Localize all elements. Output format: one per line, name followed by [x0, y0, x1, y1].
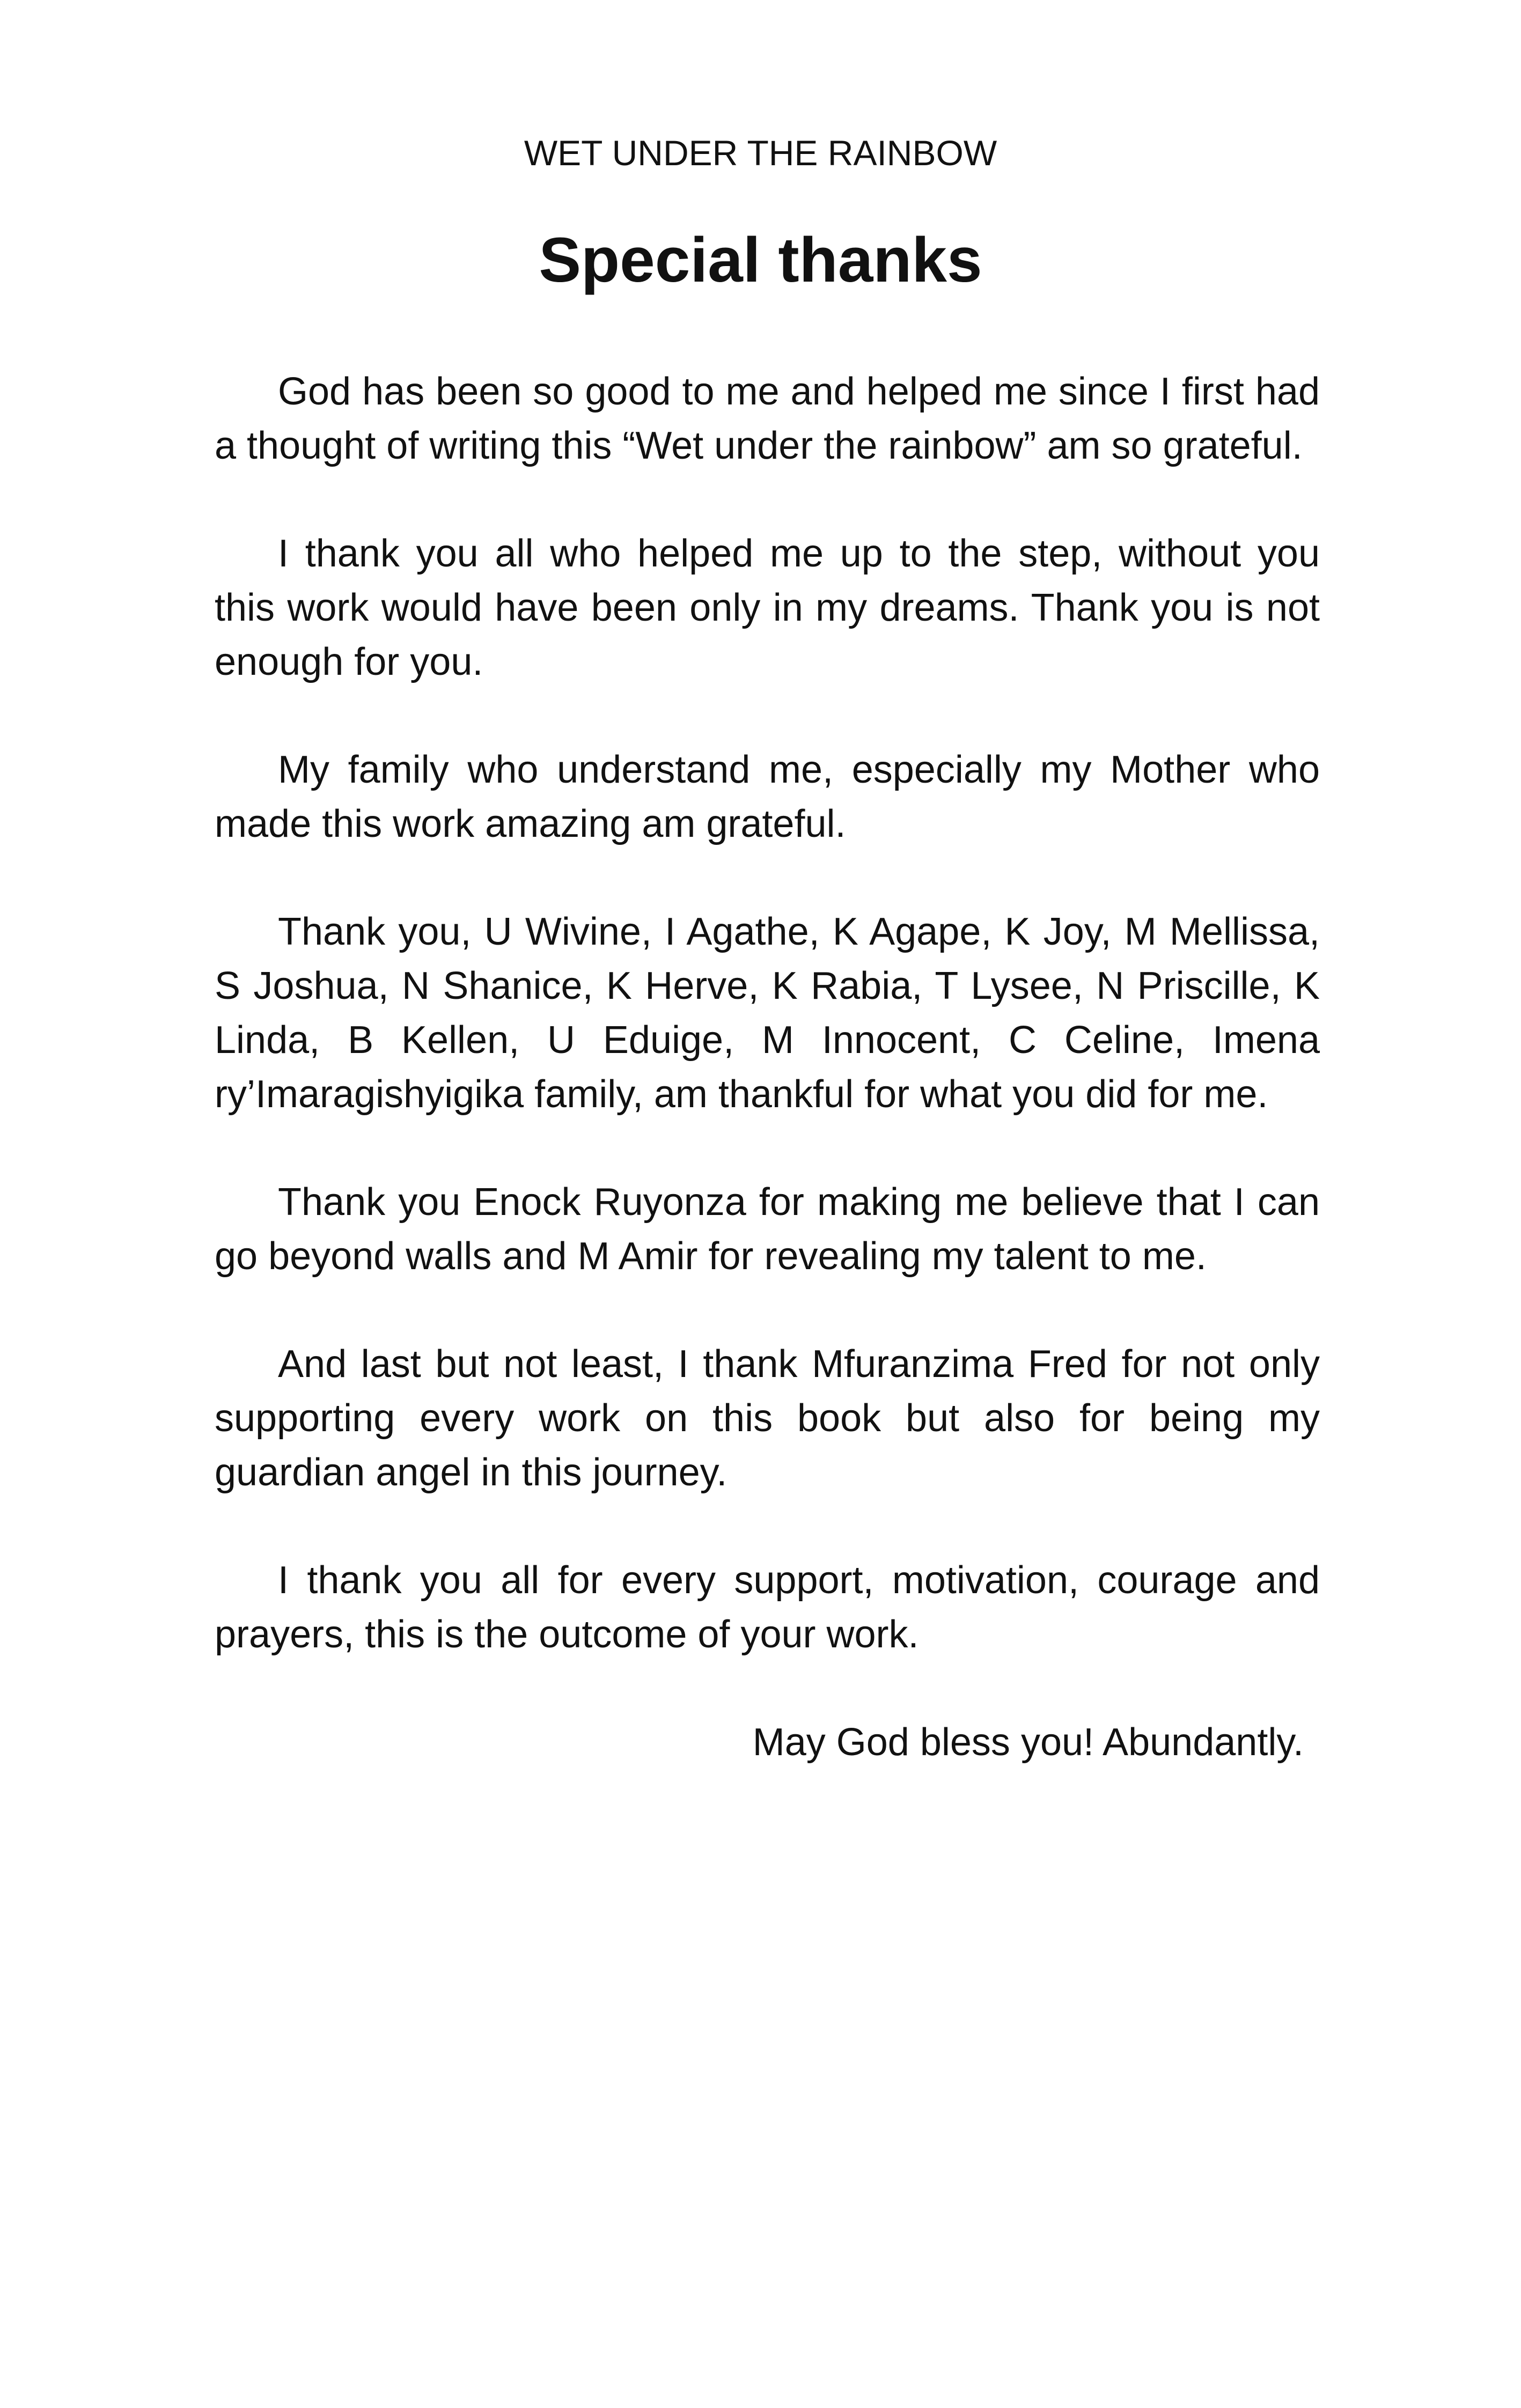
- paragraph-guardian: And last but not least, I thank Mfuranzima Fred for not only supporting every work on this book but also for being my guardian angel in this journey.: [215, 1343, 1320, 1494]
- paragraph-gratitude-god: God has been so good to me and helped me since I first had a thought of writing this “Wet under the rainbow” am so grateful.: [215, 370, 1320, 467]
- paragraph-names: Thank you, U Wivine, I Agathe, K Agape, K Joy, M Mellissa, S Joshua, N Shanice, K Herve, K Rabia, T Lysee, N Priscille, K Linda, B Kellen, U Eduige, M Innocent, C Celine, Imena ry’Imaragishyigika family, am thankful for what you did for me.: [215, 910, 1320, 1116]
- paragraph-support: I thank you all for every support, motivation, courage and prayers, this is the outcome of your work.: [215, 1559, 1320, 1656]
- acknowledgements-body: [215, 365, 1320, 1770]
- paragraph-helpers: I thank you all who helped me up to the step, without you this work would have been only in my dreams. Thank you is not enough for you.: [215, 532, 1320, 683]
- page-title: Special thanks: [539, 225, 982, 296]
- paragraph-mentors: Thank you Enock Ruyonza for making me believe that I can go beyond walls and M Amir for revealing my talent to me.: [215, 1181, 1320, 1278]
- closing-blessing: May God bless you! Abundantly.: [752, 1721, 1304, 1764]
- running-header: WET UNDER THE RAINBOW: [524, 133, 997, 173]
- paragraph-family: My family who understand me, especially my Mother who made this work amazing am grateful.: [215, 748, 1320, 845]
